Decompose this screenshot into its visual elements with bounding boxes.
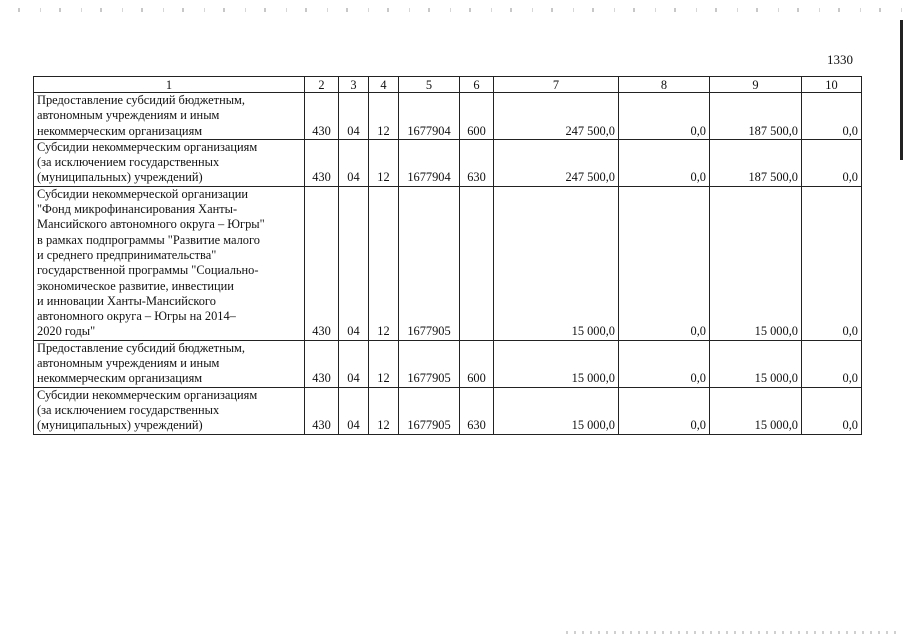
description-line: автономным учреждениям и иным [37, 356, 220, 371]
cell-col9: 187 500,0 [710, 139, 802, 186]
description-line: автономным учреждениям и иным [37, 108, 220, 123]
description-line: (за исключением государственных [37, 402, 220, 417]
description-line: некоммерческим организациям [37, 371, 203, 386]
cell-col6: 600 [460, 93, 494, 140]
column-header: 9 [710, 77, 802, 93]
cell-col8: 0,0 [619, 340, 710, 387]
cell-col9: 15 000,0 [710, 340, 802, 387]
cell-col4: 12 [369, 186, 399, 340]
scan-artifact-bottom [560, 631, 900, 634]
cell-col2: 430 [305, 186, 339, 340]
row-description [34, 93, 305, 140]
cell-col5: 1677905 [399, 387, 460, 434]
cell-col3: 04 [339, 93, 369, 140]
cell-col10: 0,0 [802, 340, 862, 387]
cell-col4: 12 [369, 340, 399, 387]
description-line: Предоставление субсидий бюджетным, [37, 93, 245, 107]
description-line: и инновации Ханты-Мансийского [37, 293, 216, 308]
row-description [34, 139, 305, 186]
column-header: 10 [802, 77, 862, 93]
header-row [34, 77, 862, 93]
cell-col2: 430 [305, 387, 339, 434]
description-line: 2020 годы" [37, 324, 96, 339]
cell-col3: 04 [339, 186, 369, 340]
cell-col4: 12 [369, 93, 399, 140]
cell-col5: 1677904 [399, 93, 460, 140]
cell-col5: 1677905 [399, 186, 460, 340]
cell-col7: 15 000,0 [494, 340, 619, 387]
row-description [34, 340, 305, 387]
description-line: некоммерческим организациям [37, 123, 203, 138]
cell-col7: 15 000,0 [494, 387, 619, 434]
table-row [34, 340, 862, 387]
description-line: (муниципальных) учреждений) [37, 418, 203, 433]
table-row [34, 186, 862, 340]
description-line: автономного округа – Югры на 2014– [37, 309, 236, 324]
scan-artifact-top [0, 8, 905, 12]
description-line: Субсидии некоммерческим организациям [37, 139, 258, 154]
cell-col2: 430 [305, 139, 339, 186]
budget-table [33, 76, 862, 435]
cell-col5: 1677904 [399, 139, 460, 186]
cell-col3: 04 [339, 139, 369, 186]
cell-col2: 430 [305, 340, 339, 387]
column-header: 8 [619, 77, 710, 93]
cell-col5: 1677905 [399, 340, 460, 387]
description-line: (за исключением государственных [37, 155, 220, 170]
column-header: 3 [339, 77, 369, 93]
table-row [34, 139, 862, 186]
description-line: Субсидии некоммерческим организациям [37, 387, 258, 402]
cell-col10: 0,0 [802, 387, 862, 434]
table-row [34, 93, 862, 140]
cell-col9: 15 000,0 [710, 186, 802, 340]
cell-col2: 430 [305, 93, 339, 140]
cell-col10: 0,0 [802, 139, 862, 186]
description-line: Мансийского автономного округа – Югры" [37, 217, 265, 232]
cell-col6: 600 [460, 340, 494, 387]
column-header: 4 [369, 77, 399, 93]
description-line: "Фонд микрофинансирования Ханты- [37, 202, 238, 217]
description-line: в рамках подпрограммы "Развитие малого [37, 232, 260, 247]
column-header: 7 [494, 77, 619, 93]
description-line: Субсидии некоммерческой организации [37, 186, 249, 201]
description-line: и среднего предпринимательства" [37, 247, 217, 262]
description-line: экономическое развитие, инвестиции [37, 278, 234, 293]
cell-col10: 0,0 [802, 186, 862, 340]
description-line: государственной программы "Социально- [37, 263, 259, 278]
cell-col7: 247 500,0 [494, 93, 619, 140]
cell-col10: 0,0 [802, 93, 862, 140]
cell-col9: 187 500,0 [710, 93, 802, 140]
cell-col7: 247 500,0 [494, 139, 619, 186]
page-number: 1330 [827, 52, 853, 67]
column-header: 6 [460, 77, 494, 93]
table-row [34, 387, 862, 434]
column-header: 2 [305, 77, 339, 93]
cell-col8: 0,0 [619, 93, 710, 140]
cell-col3: 04 [339, 387, 369, 434]
scan-edge-mark [900, 20, 903, 160]
cell-col6 [460, 186, 494, 340]
cell-col6: 630 [460, 139, 494, 186]
description-line: Предоставление субсидий бюджетным, [37, 340, 245, 355]
column-header: 5 [399, 77, 460, 93]
column-header: 1 [34, 77, 305, 93]
cell-col8: 0,0 [619, 387, 710, 434]
cell-col9: 15 000,0 [710, 387, 802, 434]
cell-col8: 0,0 [619, 139, 710, 186]
cell-col6: 630 [460, 387, 494, 434]
row-description [34, 186, 305, 340]
cell-col3: 04 [339, 340, 369, 387]
cell-col4: 12 [369, 387, 399, 434]
description-line: (муниципальных) учреждений) [37, 170, 203, 185]
cell-col7: 15 000,0 [494, 186, 619, 340]
cell-col8: 0,0 [619, 186, 710, 340]
cell-col4: 12 [369, 139, 399, 186]
row-description [34, 387, 305, 434]
